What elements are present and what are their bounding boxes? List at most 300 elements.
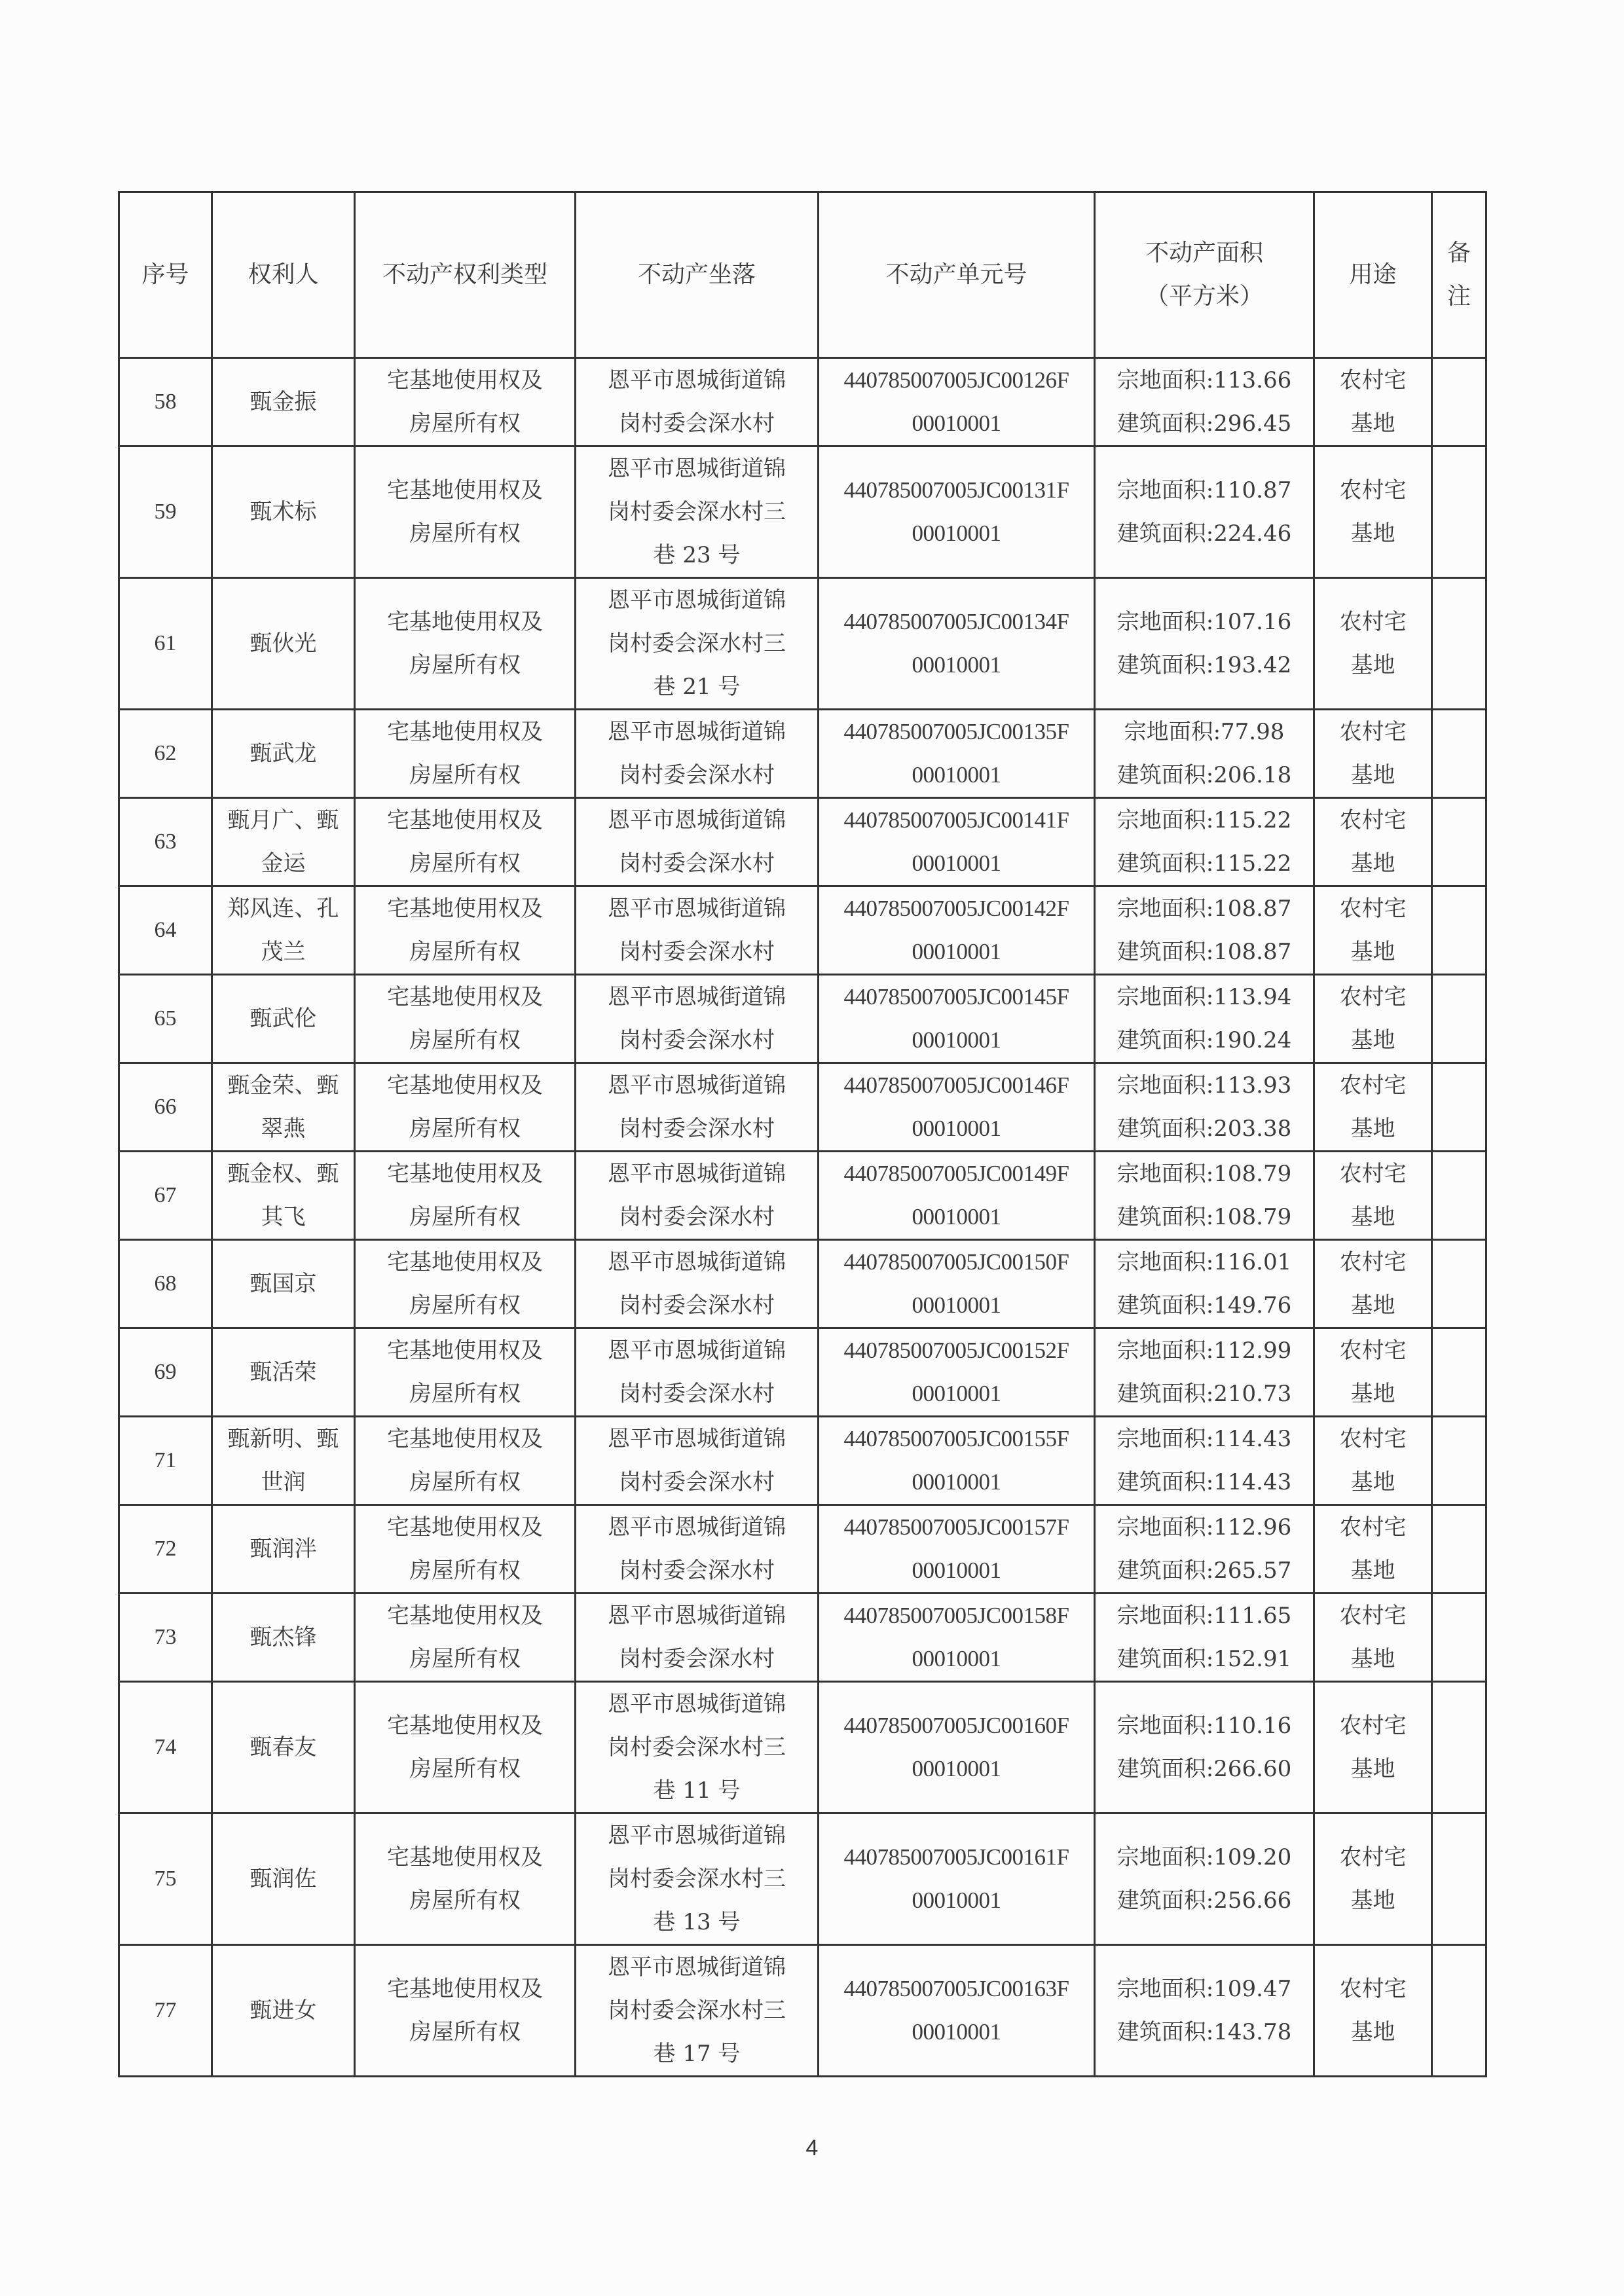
- cell-use-line: 基地: [1350, 2019, 1395, 2045]
- cell-owner: [212, 1240, 355, 1328]
- header-seq: 序号: [119, 192, 212, 358]
- cell-area: [1095, 975, 1314, 1063]
- cell-location: [576, 1945, 819, 2077]
- cell-right-type-line: 房屋所有权: [409, 1887, 521, 1914]
- cell-owner: [212, 975, 355, 1063]
- cell-owner: [212, 358, 355, 446]
- cell-unit-no-line: 00010001: [912, 1646, 1001, 1671]
- cell-use-line: 基地: [1350, 850, 1395, 877]
- cell-owner: [212, 1813, 355, 1945]
- cell-note: [1432, 1505, 1486, 1594]
- cell-location-line: 岗村委会深水村: [619, 1558, 775, 1584]
- header-right-type: 不动产权利类型: [355, 192, 576, 358]
- header-unit-no: 不动产单元号: [819, 192, 1095, 358]
- cell-unit-no: [819, 446, 1095, 578]
- cell-location-line: 岗村委会深水村: [619, 1116, 775, 1142]
- cell-right-type: [355, 1240, 576, 1328]
- cell-location: [576, 1152, 819, 1240]
- cell-unit-no-line: 00010001: [912, 1558, 1001, 1583]
- cell-use: [1314, 1945, 1432, 2077]
- cell-unit-no-line: 440785007005JC00146F: [843, 1072, 1069, 1098]
- cell-seq: 71: [119, 1417, 212, 1505]
- table-row: [119, 446, 1486, 578]
- cell-owner: [212, 1945, 355, 2077]
- land-area-value: 宗地面积:112.99: [1116, 1338, 1292, 1364]
- cell-use-line: 农村宅: [1339, 1976, 1407, 2002]
- table-row: [119, 1945, 1486, 2077]
- cell-unit-no: [819, 1813, 1095, 1945]
- cell-owner: [212, 710, 355, 798]
- cell-seq: 77: [119, 1945, 212, 2077]
- cell-use-line: 基地: [1350, 1558, 1395, 1584]
- cell-use: [1314, 710, 1432, 798]
- cell-seq: 69: [119, 1328, 212, 1417]
- header-area-title: 不动产面积: [1145, 240, 1263, 266]
- cell-location-line: 恩平市恩城街道锦: [608, 367, 786, 393]
- cell-note: [1432, 798, 1486, 886]
- cell-unit-no-line: 00010001: [912, 410, 1001, 436]
- cell-seq: 59: [119, 446, 212, 578]
- cell-right-type-line: 宅基地使用权及: [387, 1603, 543, 1629]
- cell-location-line: 恩平市恩城街道锦: [608, 896, 786, 922]
- cell-use-line: 农村宅: [1339, 1072, 1407, 1099]
- table-header-row: [119, 192, 1486, 358]
- cell-use-line: 农村宅: [1339, 477, 1407, 503]
- cell-unit-no: [819, 1682, 1095, 1813]
- cell-right-type-line: 宅基地使用权及: [387, 984, 543, 1010]
- cell-unit-no: [819, 1594, 1095, 1682]
- land-area-value: 宗地面积:110.16: [1116, 1713, 1292, 1739]
- cell-use-line: 农村宅: [1339, 719, 1407, 745]
- cell-unit-no-line: 00010001: [912, 520, 1001, 546]
- header-use: 用途: [1314, 192, 1432, 358]
- cell-owner-line: 甄润佐: [249, 1866, 317, 1892]
- cell-location-line: 恩平市恩城街道锦: [608, 1426, 786, 1452]
- cell-unit-no-line: 440785007005JC00134F: [843, 609, 1069, 634]
- cell-owner-line: 甄金振: [249, 389, 317, 415]
- header-note: 备 注: [1432, 192, 1486, 358]
- cell-owner-line: 翠燕: [261, 1116, 306, 1142]
- cell-right-type: [355, 1063, 576, 1152]
- building-area-value: 建筑面积:266.60: [1116, 1756, 1292, 1782]
- cell-use-line: 农村宅: [1339, 984, 1407, 1010]
- cell-right-type: [355, 1594, 576, 1682]
- cell-owner: [212, 1063, 355, 1152]
- cell-use-line: 基地: [1350, 1204, 1395, 1230]
- cell-note: [1432, 446, 1486, 578]
- table-row: [119, 1505, 1486, 1594]
- cell-location: [576, 1063, 819, 1152]
- cell-note: [1432, 886, 1486, 975]
- cell-unit-no-line: 440785007005JC00160F: [843, 1713, 1069, 1738]
- cell-seq: 65: [119, 975, 212, 1063]
- cell-use: [1314, 578, 1432, 710]
- cell-owner-line: 世润: [261, 1469, 306, 1495]
- header-area: [1095, 192, 1314, 358]
- cell-location-line: 岗村委会深水村: [619, 850, 775, 877]
- cell-right-type-line: 宅基地使用权及: [387, 1072, 543, 1099]
- cell-location-line: 恩平市恩城街道锦: [608, 807, 786, 833]
- cell-unit-no-line: 440785007005JC00149F: [843, 1161, 1069, 1186]
- cell-use-line: 农村宅: [1339, 1603, 1407, 1629]
- cell-area: [1095, 446, 1314, 578]
- land-area-value: 宗地面积:116.01: [1116, 1249, 1292, 1275]
- cell-location-line: 岗村委会深水村: [619, 1027, 775, 1053]
- cell-owner: [212, 1328, 355, 1417]
- cell-unit-no-line: 440785007005JC00158F: [843, 1603, 1069, 1628]
- cell-unit-no-line: 00010001: [912, 850, 1001, 876]
- cell-note: [1432, 578, 1486, 710]
- cell-area: [1095, 578, 1314, 710]
- cell-unit-no-line: 00010001: [912, 1887, 1001, 1913]
- cell-use-line: 农村宅: [1339, 609, 1407, 635]
- cell-use: [1314, 1152, 1432, 1240]
- cell-location-line: 岗村委会深水村三: [608, 1866, 786, 1892]
- cell-location: [576, 886, 819, 975]
- cell-use-line: 基地: [1350, 1116, 1395, 1142]
- building-area-value: 建筑面积:152.91: [1116, 1646, 1292, 1672]
- cell-location-line: 巷 17 号: [653, 2041, 741, 2067]
- cell-unit-no-line: 440785007005JC00131F: [843, 477, 1069, 503]
- cell-use-line: 基地: [1350, 652, 1395, 678]
- cell-location: [576, 1682, 819, 1813]
- building-area-value: 建筑面积:114.43: [1116, 1469, 1292, 1495]
- cell-unit-no-line: 440785007005JC00161F: [843, 1844, 1069, 1870]
- cell-right-type-line: 房屋所有权: [409, 1756, 521, 1782]
- building-area-value: 建筑面积:149.76: [1116, 1292, 1292, 1319]
- cell-location-line: 岗村委会深水村: [619, 1646, 775, 1672]
- cell-use-line: 农村宅: [1339, 1338, 1407, 1364]
- cell-location: [576, 975, 819, 1063]
- cell-right-type-line: 房屋所有权: [409, 520, 521, 547]
- cell-use-line: 农村宅: [1339, 1844, 1407, 1870]
- cell-location-line: 岗村委会深水村三: [608, 499, 786, 525]
- cell-seq: 68: [119, 1240, 212, 1328]
- land-area-value: 宗地面积:113.93: [1116, 1072, 1292, 1099]
- cell-right-type-line: 宅基地使用权及: [387, 1713, 543, 1739]
- cell-location-line: 岗村委会深水村三: [608, 1734, 786, 1760]
- cell-seq: 63: [119, 798, 212, 886]
- land-area-value: 宗地面积:109.47: [1116, 1976, 1292, 2002]
- cell-seq: 62: [119, 710, 212, 798]
- cell-right-type-line: 宅基地使用权及: [387, 807, 543, 833]
- cell-area: [1095, 1505, 1314, 1594]
- cell-owner-line: 甄伙光: [249, 630, 317, 657]
- cell-right-type: [355, 1505, 576, 1594]
- cell-right-type-line: 房屋所有权: [409, 410, 521, 437]
- building-area-value: 建筑面积:203.38: [1116, 1116, 1292, 1142]
- cell-owner-line: 甄活荣: [249, 1359, 317, 1385]
- cell-use-line: 基地: [1350, 1646, 1395, 1672]
- cell-note: [1432, 975, 1486, 1063]
- cell-note: [1432, 1945, 1486, 2077]
- cell-location-line: 恩平市恩城街道锦: [608, 1603, 786, 1629]
- cell-right-type: [355, 578, 576, 710]
- cell-right-type-line: 房屋所有权: [409, 850, 521, 877]
- cell-unit-no-line: 440785007005JC00157F: [843, 1514, 1069, 1540]
- cell-unit-no-line: 00010001: [912, 1292, 1001, 1318]
- table-row: [119, 1063, 1486, 1152]
- cell-use-line: 基地: [1350, 1469, 1395, 1495]
- cell-location-line: 恩平市恩城街道锦: [608, 1691, 786, 1717]
- cell-note: [1432, 1328, 1486, 1417]
- cell-right-type-line: 房屋所有权: [409, 939, 521, 965]
- cell-unit-no-line: 440785007005JC00163F: [843, 1976, 1069, 2001]
- cell-owner-line: 甄金权、甄: [227, 1161, 339, 1187]
- cell-right-type-line: 房屋所有权: [409, 1204, 521, 1230]
- cell-use: [1314, 446, 1432, 578]
- table-row: [119, 798, 1486, 886]
- cell-unit-no-line: 440785007005JC00152F: [843, 1338, 1069, 1363]
- cell-location-line: 恩平市恩城街道锦: [608, 1954, 786, 1980]
- cell-location-line: 巷 13 号: [653, 1909, 741, 1935]
- table-row: [119, 578, 1486, 710]
- cell-use: [1314, 975, 1432, 1063]
- cell-use-line: 农村宅: [1339, 1161, 1407, 1187]
- cell-note: [1432, 1682, 1486, 1813]
- cell-owner: [212, 1505, 355, 1594]
- cell-note: [1432, 358, 1486, 446]
- cell-use: [1314, 1594, 1432, 1682]
- cell-right-type-line: 宅基地使用权及: [387, 1514, 543, 1540]
- land-area-value: 宗地面积:114.43: [1116, 1426, 1292, 1452]
- building-area-value: 建筑面积:224.46: [1116, 520, 1292, 547]
- cell-location-line: 岗村委会深水村: [619, 762, 775, 788]
- land-area-value: 宗地面积:77.98: [1124, 719, 1285, 745]
- cell-note: [1432, 710, 1486, 798]
- cell-owner-line: 甄杰锋: [249, 1624, 317, 1650]
- cell-right-type-line: 宅基地使用权及: [387, 609, 543, 635]
- cell-unit-no-line: 440785007005JC00150F: [843, 1249, 1069, 1275]
- cell-right-type-line: 宅基地使用权及: [387, 719, 543, 745]
- cell-location-line: 恩平市恩城街道锦: [608, 1161, 786, 1187]
- cell-right-type-line: 宅基地使用权及: [387, 1426, 543, 1452]
- table-row: [119, 358, 1486, 446]
- cell-location-line: 巷 21 号: [653, 674, 741, 700]
- cell-right-type-line: 宅基地使用权及: [387, 1976, 543, 2002]
- cell-unit-no-line: 00010001: [912, 652, 1001, 678]
- table-row: [119, 886, 1486, 975]
- cell-owner-line: 甄国京: [249, 1271, 317, 1297]
- table-row: [119, 1152, 1486, 1240]
- building-area-value: 建筑面积:190.24: [1116, 1027, 1292, 1053]
- building-area-value: 建筑面积:115.22: [1116, 850, 1292, 877]
- building-area-value: 建筑面积:206.18: [1116, 762, 1292, 788]
- table-body: [119, 358, 1486, 2077]
- cell-unit-no-line: 00010001: [912, 2019, 1001, 2045]
- cell-use: [1314, 1813, 1432, 1945]
- cell-seq: 74: [119, 1682, 212, 1813]
- cell-area: [1095, 886, 1314, 975]
- cell-owner: [212, 798, 355, 886]
- cell-right-type: [355, 798, 576, 886]
- cell-use: [1314, 1240, 1432, 1328]
- cell-unit-no: [819, 358, 1095, 446]
- building-area-value: 建筑面积:193.42: [1116, 652, 1292, 678]
- cell-owner-line: 甄新明、甄: [227, 1426, 339, 1452]
- cell-use-line: 农村宅: [1339, 1514, 1407, 1540]
- cell-owner: [212, 1417, 355, 1505]
- cell-location-line: 岗村委会深水村三: [608, 630, 786, 657]
- cell-right-type: [355, 358, 576, 446]
- cell-owner: [212, 1152, 355, 1240]
- cell-note: [1432, 1594, 1486, 1682]
- cell-location: [576, 446, 819, 578]
- cell-note: [1432, 1152, 1486, 1240]
- cell-owner-line: 郑风连、孔: [227, 896, 339, 922]
- cell-owner-line: 茂兰: [261, 939, 306, 965]
- cell-unit-no: [819, 1152, 1095, 1240]
- cell-owner-line: 金运: [261, 850, 306, 877]
- table-row: [119, 1813, 1486, 1945]
- cell-unit-no-line: 00010001: [912, 1027, 1001, 1053]
- cell-use-line: 农村宅: [1339, 367, 1407, 393]
- cell-unit-no: [819, 975, 1095, 1063]
- cell-location: [576, 1813, 819, 1945]
- cell-right-type-line: 宅基地使用权及: [387, 367, 543, 393]
- cell-owner-line: 甄术标: [249, 499, 317, 525]
- cell-unit-no: [819, 710, 1095, 798]
- cell-use-line: 基地: [1350, 1756, 1395, 1782]
- cell-unit-no-line: 00010001: [912, 1116, 1001, 1141]
- land-area-value: 宗地面积:110.87: [1116, 477, 1292, 503]
- building-area-value: 建筑面积:296.45: [1116, 410, 1292, 437]
- cell-seq: 64: [119, 886, 212, 975]
- cell-owner-line: 甄润泮: [249, 1536, 317, 1562]
- cell-owner: [212, 446, 355, 578]
- cell-owner-line: 其飞: [261, 1204, 306, 1230]
- cell-location-line: 恩平市恩城街道锦: [608, 1338, 786, 1364]
- land-area-value: 宗地面积:107.16: [1116, 609, 1292, 635]
- cell-use-line: 农村宅: [1339, 1426, 1407, 1452]
- cell-seq: 73: [119, 1594, 212, 1682]
- cell-right-type: [355, 1417, 576, 1505]
- land-area-value: 宗地面积:108.87: [1116, 896, 1292, 922]
- cell-right-type-line: 房屋所有权: [409, 1558, 521, 1584]
- cell-use-line: 农村宅: [1339, 896, 1407, 922]
- cell-location-line: 岗村委会深水村: [619, 1204, 775, 1230]
- table-row: [119, 1682, 1486, 1813]
- building-area-value: 建筑面积:265.57: [1116, 1558, 1292, 1584]
- property-registry-table: [118, 191, 1487, 2077]
- cell-location-line: 岗村委会深水村: [619, 1469, 775, 1495]
- cell-location: [576, 1328, 819, 1417]
- header-area-unit: （平方米）: [1145, 283, 1263, 310]
- cell-location: [576, 1417, 819, 1505]
- cell-right-type: [355, 1152, 576, 1240]
- land-area-value: 宗地面积:113.66: [1116, 367, 1292, 393]
- cell-location-line: 巷 11 号: [653, 1777, 741, 1804]
- cell-right-type-line: 宅基地使用权及: [387, 896, 543, 922]
- cell-right-type-line: 房屋所有权: [409, 1646, 521, 1672]
- cell-use: [1314, 1682, 1432, 1813]
- land-area-value: 宗地面积:111.65: [1116, 1603, 1292, 1629]
- cell-unit-no-line: 00010001: [912, 1469, 1001, 1495]
- cell-unit-no: [819, 1505, 1095, 1594]
- cell-location: [576, 1594, 819, 1682]
- cell-owner: [212, 1682, 355, 1813]
- building-area-value: 建筑面积:108.87: [1116, 939, 1292, 965]
- cell-use-line: 基地: [1350, 939, 1395, 965]
- cell-use-line: 基地: [1350, 1292, 1395, 1319]
- cell-right-type-line: 房屋所有权: [409, 1469, 521, 1495]
- cell-right-type: [355, 710, 576, 798]
- cell-unit-no: [819, 1063, 1095, 1152]
- building-area-value: 建筑面积:210.73: [1116, 1381, 1292, 1407]
- cell-area: [1095, 1240, 1314, 1328]
- cell-owner-line: 甄春友: [249, 1734, 317, 1760]
- cell-location-line: 恩平市恩城街道锦: [608, 1514, 786, 1540]
- cell-note: [1432, 1240, 1486, 1328]
- cell-owner-line: 甄进女: [249, 1997, 317, 2024]
- cell-seq: 61: [119, 578, 212, 710]
- cell-use-line: 基地: [1350, 410, 1395, 437]
- cell-use-line: 基地: [1350, 762, 1395, 788]
- cell-location-line: 恩平市恩城街道锦: [608, 719, 786, 745]
- cell-right-type-line: 房屋所有权: [409, 762, 521, 788]
- cell-location-line: 岗村委会深水村三: [608, 1997, 786, 2024]
- table-row: [119, 1594, 1486, 1682]
- cell-area: [1095, 1682, 1314, 1813]
- cell-location: [576, 710, 819, 798]
- table-row: [119, 710, 1486, 798]
- cell-owner: [212, 1594, 355, 1682]
- cell-location-line: 恩平市恩城街道锦: [608, 587, 786, 613]
- land-area-value: 宗地面积:108.79: [1116, 1161, 1292, 1187]
- table-row: [119, 1417, 1486, 1505]
- cell-unit-no: [819, 798, 1095, 886]
- cell-use: [1314, 886, 1432, 975]
- cell-unit-no-line: 440785007005JC00141F: [843, 807, 1069, 833]
- cell-area: [1095, 1152, 1314, 1240]
- cell-area: [1095, 1417, 1314, 1505]
- cell-area: [1095, 1063, 1314, 1152]
- header-location: 不动产坐落: [576, 192, 819, 358]
- cell-use-line: 农村宅: [1339, 1249, 1407, 1275]
- cell-use-line: 农村宅: [1339, 1713, 1407, 1739]
- cell-note: [1432, 1417, 1486, 1505]
- cell-right-type: [355, 886, 576, 975]
- cell-use-line: 基地: [1350, 1027, 1395, 1053]
- cell-right-type-line: 宅基地使用权及: [387, 1338, 543, 1364]
- cell-location: [576, 578, 819, 710]
- cell-location-line: 恩平市恩城街道锦: [608, 1823, 786, 1849]
- cell-owner: [212, 578, 355, 710]
- cell-location-line: 岗村委会深水村: [619, 1381, 775, 1407]
- cell-seq: 67: [119, 1152, 212, 1240]
- cell-location-line: 恩平市恩城街道锦: [608, 1249, 786, 1275]
- building-area-value: 建筑面积:256.66: [1116, 1887, 1292, 1914]
- cell-seq: 72: [119, 1505, 212, 1594]
- cell-owner: [212, 886, 355, 975]
- table-row: [119, 975, 1486, 1063]
- cell-location-line: 岗村委会深水村: [619, 939, 775, 965]
- cell-owner-line: 甄金荣、甄: [227, 1072, 339, 1099]
- cell-area: [1095, 1328, 1314, 1417]
- cell-unit-no-line: 00010001: [912, 1756, 1001, 1781]
- cell-location: [576, 1505, 819, 1594]
- table-row: [119, 1328, 1486, 1417]
- cell-unit-no: [819, 1417, 1095, 1505]
- cell-right-type: [355, 975, 576, 1063]
- cell-location-line: 巷 23 号: [653, 542, 741, 568]
- cell-location-line: 岗村委会深水村: [619, 1292, 775, 1319]
- land-area-value: 宗地面积:113.94: [1116, 984, 1292, 1010]
- cell-use: [1314, 1328, 1432, 1417]
- cell-unit-no-line: 440785007005JC00145F: [843, 984, 1069, 1010]
- cell-location: [576, 798, 819, 886]
- cell-location-line: 恩平市恩城街道锦: [608, 456, 786, 482]
